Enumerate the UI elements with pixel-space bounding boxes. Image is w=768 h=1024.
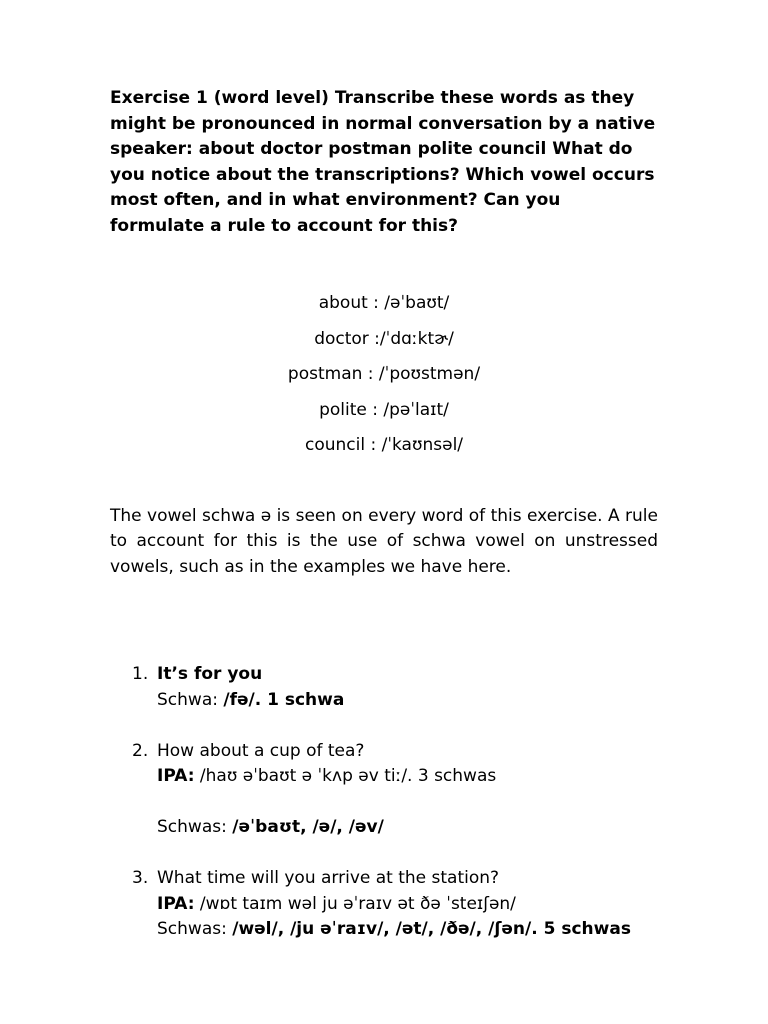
transcription-postman: postman : /ˈpoʊstmən/: [287, 364, 481, 384]
example-1: [110, 662, 658, 713]
examples-list: [110, 662, 658, 943]
schwas-label: Schwas:: [157, 817, 227, 837]
schwas-value: /əˈbaʊt, /ə/, /əv/: [232, 817, 384, 837]
example-sentence: It’s for you: [157, 664, 263, 684]
transcription-polite: polite : /pəˈlaɪt/: [319, 399, 449, 420]
transcription-about: about : /əˈbaʊt/: [318, 293, 450, 313]
example-3: [110, 866, 658, 943]
transcription-doctor: doctor :/ˈdɑːktɚ/: [314, 328, 454, 349]
schwas-label: Schwas:: [157, 919, 227, 939]
exercise-heading: Exercise 1 (word level) Transcribe these words as they might be pronounced in normal conversation by a native speaker: about doctor postman polite council What do you notice about the transcriptions? Which vowel occurs most often, and in what environment? Can you formulate a rule to account for this?: [110, 88, 656, 236]
example-number: 1.: [132, 664, 149, 684]
transcription-list: [110, 286, 658, 464]
schwa-value: /fə/. 1 schwa: [223, 689, 345, 710]
example-sentence: How about a cup of tea?: [157, 740, 365, 761]
explanation-paragraph: The vowel schwa ə is seen on every word of this exercise. A rule to account for this is the use of schwa vowel on unstressed vowels, such as in the examples we have here.: [110, 505, 658, 577]
transcription-council: council : /ˈkaʊnsəl/: [304, 435, 464, 455]
ipa-value: /haʊ əˈbaʊt ə ˈkʌp əv tiː/. 3 schwas: [199, 766, 497, 786]
ipa-label: IPA:: [157, 766, 195, 786]
example-2: [110, 739, 658, 841]
ipa-label: IPA:: [157, 893, 195, 914]
example-sentence: What time will you arrive at the station?: [157, 868, 500, 888]
example-number: 2.: [132, 740, 149, 761]
schwa-label: Schwa:: [157, 689, 218, 710]
schwas-value: /wəl/, /ju əˈraɪv/, /ət/, /ðə/, /ʃən/. 5 schwas: [232, 919, 631, 939]
ipa-value: /wɒt taɪm wəl ju əˈraɪv ət ðə ˈsteɪʃən/: [199, 893, 516, 914]
example-number: 3.: [132, 868, 149, 888]
document-page: [110, 86, 658, 960]
